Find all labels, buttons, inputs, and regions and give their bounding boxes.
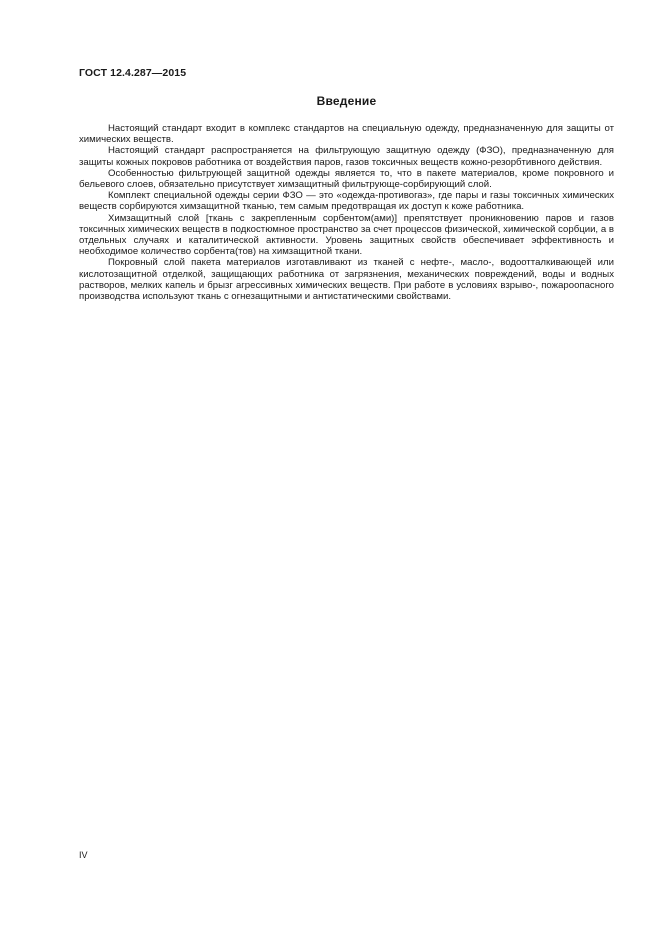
page-number: IV	[79, 850, 88, 860]
paragraph: Покровный слой пакета материалов изготавливают из тканей с нефте-, масло-, водоотталкивающей или кислотозащитной отделкой, защищающих работника от загрязнения, механических повреждений, воды и водных растворов, мелких капель и брызг агрессивных химических веществ. При работе в условиях взрыво-, пожароопасного производства используют ткань с огнезащитными и антистатическими свойствами.	[79, 257, 614, 303]
paragraph: Химзащитный слой [ткань с закрепленным сорбентом(ами)] препятствует проникновению паров и газов токсичных химических веществ в подкостюмное пространство за счет процессов физической, химической сорбции, а в отдельных случаях и каталитической активности. Уровень защитных свойств обеспечивает эффективность и необходимое количество сорбента(тов) на химзащитной ткани.	[79, 212, 614, 258]
standard-code-header: ГОСТ 12.4.287—2015	[79, 67, 187, 79]
paragraph: Настоящий стандарт входит в комплекс стандартов на специальную одежду, предназначенную для защиты от химических веществ.	[79, 123, 614, 146]
paragraph: Комплект специальной одежды серии ФЗО — это «одежда-противогаз», где пары и газы токсичных химических веществ сорбируются химзащитной тканью, тем самым предотвращая их доступ к коже работника.	[79, 190, 614, 213]
paragraph: Особенностью фильтрующей защитной одежды является то, что в пакете материалов, кроме покровного и бельевого слоев, обязательно присутствует химзащитный фильтрующе-сорбирующий слой.	[79, 167, 614, 191]
section-title: Введение	[316, 94, 377, 108]
paragraph: Настоящий стандарт распространяется на фильтрующую защитную одежду (ФЗО), предназначенную для защиты кожных покровов работника от воздействия паров, газов токсичных веществ кожно-резорбтивного действия.	[79, 145, 614, 168]
body-text	[79, 123, 614, 302]
